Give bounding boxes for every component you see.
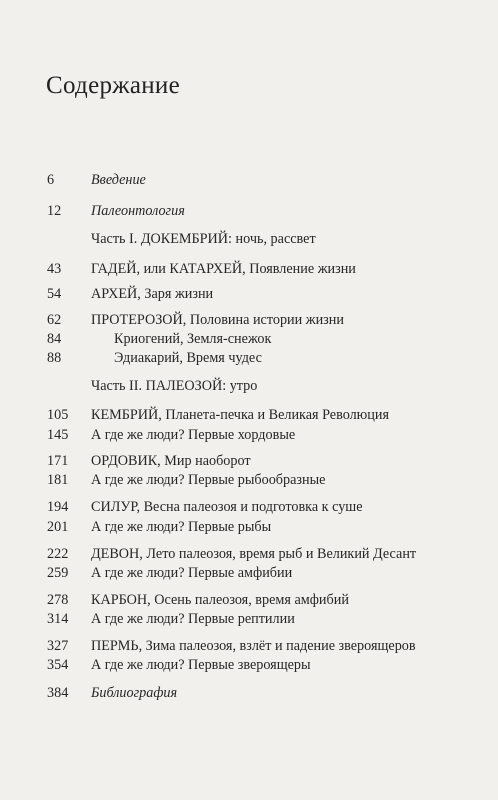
toc-entry-archean xyxy=(0,284,498,304)
page-title: Содержание xyxy=(46,72,180,99)
toc-page-number: 194 xyxy=(47,499,69,515)
toc-entry-title: А где же люди? Первые звероящеры xyxy=(91,657,311,673)
toc-part-heading-1 xyxy=(0,229,498,249)
toc-page-number: 54 xyxy=(47,286,62,302)
toc-entry-title: А где же люди? Первые рыбы xyxy=(91,519,272,535)
toc-entry-silurian xyxy=(0,497,498,517)
toc-entry-title: ОРДОВИК, Мир наоборот xyxy=(91,453,251,469)
toc-entry-title: ГАДЕЙ, или КАТАРХЕЙ, Появление жизни xyxy=(91,261,356,277)
toc-page-number: 201 xyxy=(47,519,69,535)
toc-entry-title: ДЕВОН, Лето палеозоя, время рыб и Великий Десант xyxy=(91,546,417,562)
toc-entry-reptiles xyxy=(0,609,498,629)
toc-part-title: Часть II. ПАЛЕОЗОЙ: утро xyxy=(91,378,258,394)
toc-entry-hadean xyxy=(0,259,498,279)
toc-entry-ediacaran xyxy=(0,348,498,368)
toc-entry-permian xyxy=(0,636,498,656)
toc-entry-title: Эдиакарий, Время чудес xyxy=(114,350,262,366)
toc-entry-title: Библиография xyxy=(91,685,178,701)
toc-page-number: 222 xyxy=(47,546,69,562)
toc-page-number: 327 xyxy=(47,638,69,654)
toc-entry-carboniferous xyxy=(0,590,498,610)
toc-entry-devonian xyxy=(0,544,498,564)
toc-page-number: 384 xyxy=(47,685,69,701)
toc-page-number: 62 xyxy=(47,312,62,328)
toc-entry-title: КАРБОН, Осень палеозоя, время амфибий xyxy=(91,592,349,608)
toc-page-number: 43 xyxy=(47,261,62,277)
toc-page-number: 171 xyxy=(47,453,69,469)
toc-entry-title: КЕМБРИЙ, Планета-печка и Великая Революция xyxy=(91,407,389,423)
toc-page-number: 278 xyxy=(47,592,69,608)
toc-entry-introduction xyxy=(0,170,498,190)
toc-entry-title: Криогений, Земля-снежок xyxy=(114,331,272,347)
toc-entry-ordovician xyxy=(0,451,498,471)
toc-entry-title: АРХЕЙ, Заря жизни xyxy=(91,286,214,302)
toc-page-number: 181 xyxy=(47,472,69,488)
toc-page-number: 145 xyxy=(47,427,69,443)
toc-entry-title: СИЛУР, Весна палеозоя и подготовка к суше xyxy=(91,499,363,515)
toc-page-number: 12 xyxy=(47,203,62,219)
toc-entry-title: Введение xyxy=(91,172,146,188)
toc-entry-title: А где же люди? Первые рыбообразные xyxy=(91,472,326,488)
toc-entry-cambrian xyxy=(0,405,498,425)
toc-entry-title: А где же люди? Первые хордовые xyxy=(91,427,296,443)
toc-entry-fish xyxy=(0,517,498,537)
toc-page-number: 88 xyxy=(47,350,62,366)
toc-entry-amphibians xyxy=(0,563,498,583)
toc-entry-title: Палеонтология xyxy=(91,203,185,219)
toc-page-number: 259 xyxy=(47,565,69,581)
toc-entry-title: А где же люди? Первые рептилии xyxy=(91,611,295,627)
toc-part-title: Часть I. ДОКЕМБРИЙ: ночь, рассвет xyxy=(91,231,316,247)
toc-page-number: 84 xyxy=(47,331,62,347)
toc-entry-cryogenian xyxy=(0,329,498,349)
toc-entry-title: А где же люди? Первые амфибии xyxy=(91,565,293,581)
toc-entry-proterozoic xyxy=(0,310,498,330)
toc-page-number: 314 xyxy=(47,611,69,627)
toc-entry-title: ПРОТЕРОЗОЙ, Половина истории жизни xyxy=(91,312,344,328)
toc-entry-paleontology xyxy=(0,201,498,221)
toc-page-number: 6 xyxy=(47,172,55,188)
toc-entry-title: ПЕРМЬ, Зима палеозоя, взлёт и падение звероящеров xyxy=(91,638,416,654)
toc-part-heading-2 xyxy=(0,376,498,396)
toc-page-number: 354 xyxy=(47,657,69,673)
toc-entry-chordates xyxy=(0,425,498,445)
toc-page-number: 105 xyxy=(47,407,69,423)
toc-entry-bibliography xyxy=(0,683,498,703)
toc-entry-fishlike xyxy=(0,470,498,490)
toc-entry-therapsids xyxy=(0,655,498,675)
